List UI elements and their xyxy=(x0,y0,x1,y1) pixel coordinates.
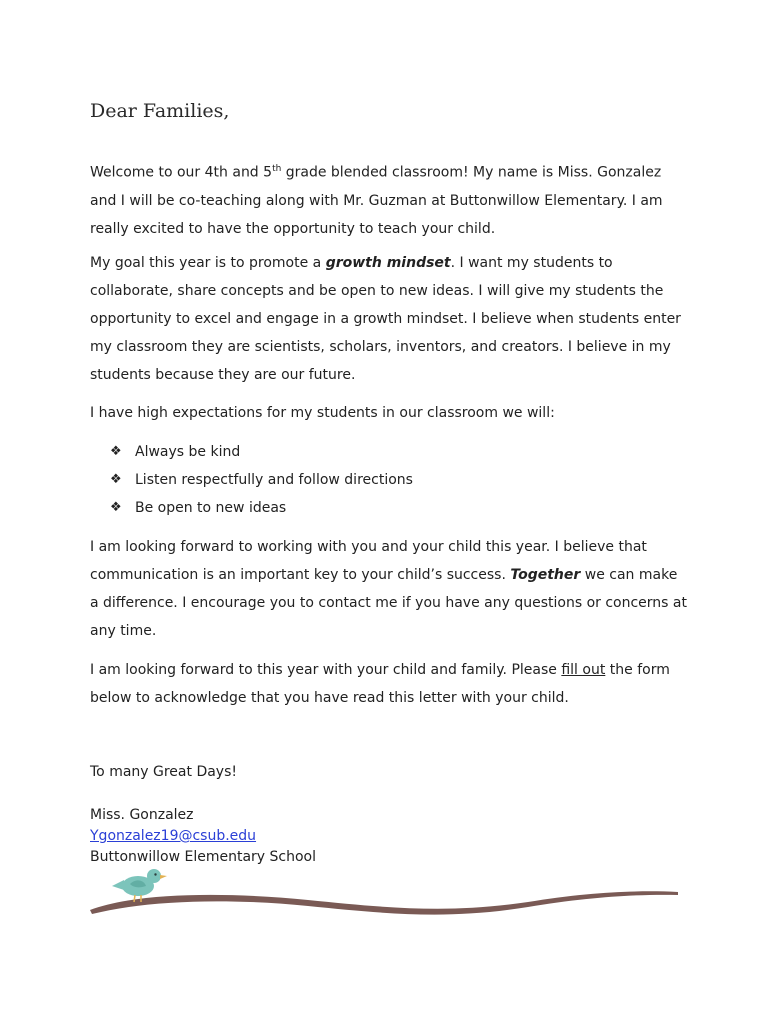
signer-name: Miss. Gonzalez xyxy=(90,807,194,823)
list-item xyxy=(110,466,690,494)
closing-line: To many Great Days! xyxy=(90,764,237,780)
expectations-list xyxy=(90,438,690,522)
list-item-text: Always be kind xyxy=(135,444,241,460)
diamond-bullet-icon: ❖ xyxy=(110,472,122,487)
form-text-start: I am looking forward to this year with your child and family. Please xyxy=(90,662,562,678)
paragraph-communication xyxy=(90,533,690,645)
together-emphasis: Together xyxy=(510,567,581,583)
greeting: Dear Families, xyxy=(90,100,230,122)
list-item xyxy=(110,494,690,522)
welcome-text-end: grade blended classroom! My name is Miss. Gonzalez and I will be co-teaching along with Mr. Guzman at Buttonwillow Elementary. I am really excited to have the opportunity to teach your child. xyxy=(90,164,663,237)
goal-text-end: . I want my students to collaborate, share concepts and be open to new ideas. I will give my students the opportunity to excel and engage in a growth mindset. I believe when students enter my classroom they are scientists, scholars, inventors, and creators. I believe in my students because they are our future. xyxy=(90,255,681,383)
diamond-bullet-icon: ❖ xyxy=(110,444,122,459)
school-name: Buttonwillow Elementary School xyxy=(90,849,316,865)
ordinal-suffix: th xyxy=(272,164,282,174)
welcome-text-start: Welcome to our 4th and 5 xyxy=(90,164,273,181)
form-text-end: the form below to acknowledge that you have read this letter with your child. xyxy=(90,662,670,706)
goal-text-start: My goal this year is to promote a xyxy=(90,255,326,271)
paragraph-goal xyxy=(90,249,690,389)
list-item-text: Be open to new ideas xyxy=(135,500,287,516)
branch xyxy=(90,891,678,914)
signature-block xyxy=(90,805,316,868)
bird-on-branch-icon xyxy=(88,862,680,918)
expectations-text: I have high expectations for my students in our classroom we will: xyxy=(90,405,555,421)
paragraph-welcome xyxy=(90,155,690,243)
communication-text-start: I am looking forward to working with you and your child this year. I believe that communication is an important key to your child’s success. xyxy=(90,539,647,583)
email-link[interactable]: Ygonzalez19@csub.edu xyxy=(90,828,257,844)
paragraph-form-request xyxy=(90,656,690,712)
communication-text-end: we can make a difference. I encourage you to contact me if you have any questions or concerns at any time. xyxy=(90,567,687,639)
list-item-text: Listen respectfully and follow directions xyxy=(135,472,413,488)
growth-mindset-emphasis: growth mindset xyxy=(325,255,451,271)
fill-out-emphasis: fill out xyxy=(561,662,606,678)
list-item xyxy=(110,438,690,466)
paragraph-expectations xyxy=(90,399,690,427)
diamond-bullet-icon: ❖ xyxy=(110,500,122,515)
